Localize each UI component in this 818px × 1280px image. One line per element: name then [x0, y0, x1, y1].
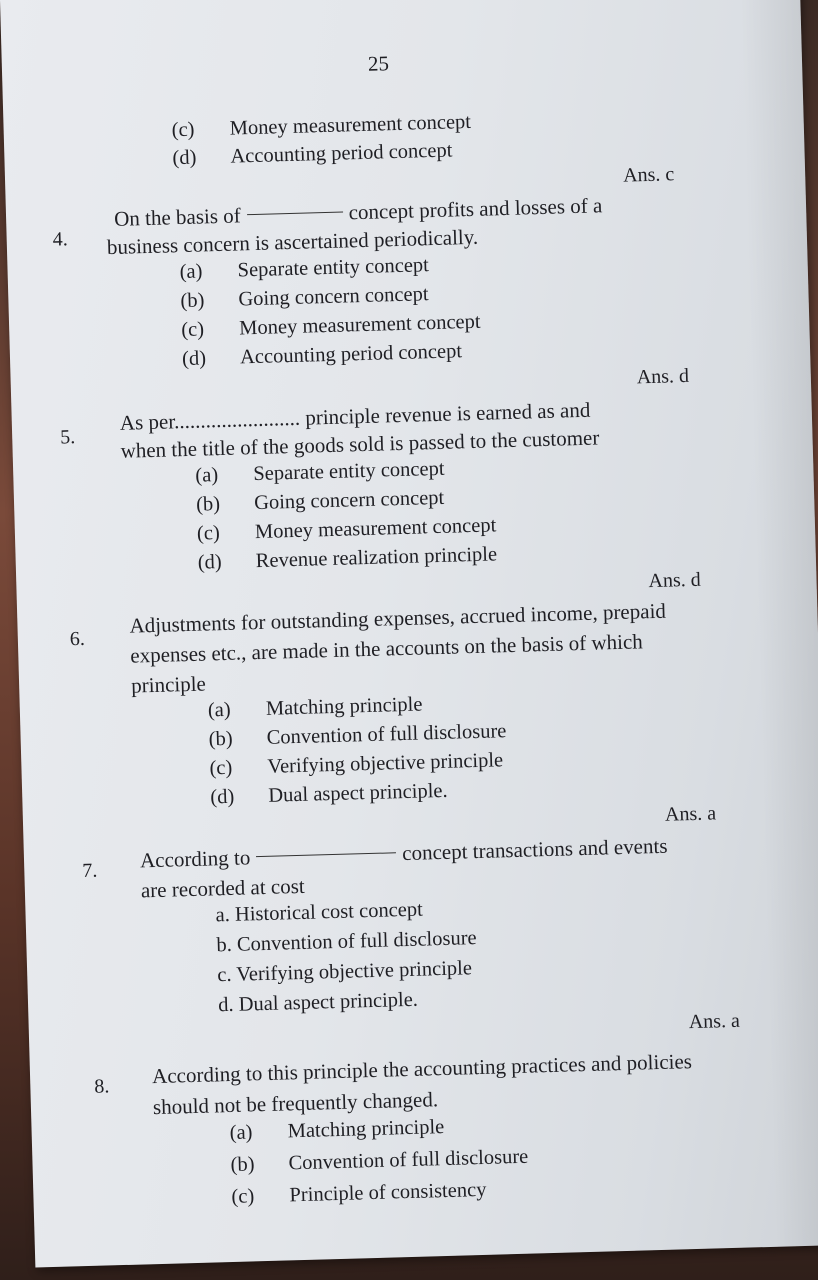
option: [181, 311, 481, 342]
option-label: d.: [217, 993, 234, 1017]
option-label: a.: [215, 903, 231, 927]
option-text: Money measurement concept: [238, 310, 481, 340]
question-text-line: As per........................ principle revenue is earned as and: [119, 397, 591, 435]
option: [218, 989, 418, 1018]
option-text: Matching principle: [265, 693, 423, 720]
question-number: 6.: [69, 627, 86, 651]
answer-key: Ans. a: [664, 802, 717, 826]
option-label: (a): [179, 260, 203, 284]
question-text-line: should not be frequently changed.: [152, 1087, 439, 1120]
option-text: Going concern concept: [238, 283, 429, 311]
question-text-part: On the basis of: [113, 203, 242, 231]
fill-in-blank: [256, 852, 396, 857]
option-text: Revenue realization principle: [255, 543, 498, 573]
option: [196, 487, 445, 517]
option-label: (c): [209, 756, 233, 780]
fill-in-blank: [247, 212, 343, 216]
question-text: [140, 832, 668, 875]
option-label: (a): [195, 464, 219, 487]
option: [197, 514, 497, 545]
option-text: Verifying objective principle: [236, 957, 473, 986]
question-text-part: According to: [139, 845, 251, 873]
option: [195, 458, 445, 488]
option-label: b.: [216, 933, 233, 957]
option: [171, 111, 471, 142]
answer-key: Ans. a: [688, 1009, 741, 1034]
option-label: (c): [196, 522, 221, 545]
option: [210, 780, 448, 810]
option-label: (b): [208, 727, 233, 751]
question-text-line: Adjustments for outstanding expenses, accrued income, prepaid: [129, 598, 667, 638]
question-number: 4.: [52, 228, 69, 251]
option-text: Money measurement concept: [254, 514, 497, 544]
option-label: (c): [171, 118, 195, 142]
question-text-line: expenses etc., are made in the accounts on the basis of which: [130, 629, 644, 668]
option: [208, 720, 506, 751]
answer-key: Ans. d: [636, 364, 690, 389]
option-text: Historical cost concept: [234, 898, 424, 926]
option-label: (d): [172, 146, 197, 170]
option: [197, 543, 497, 574]
option: [230, 1146, 528, 1177]
option-text: Principle of consistency: [289, 1178, 487, 1207]
question-text-part: concept profits and losses of a: [348, 193, 603, 225]
question-text-line: are recorded at cost: [140, 873, 306, 903]
option: [182, 340, 463, 371]
option-text: Money measurement concept: [229, 110, 472, 140]
option-text: Convention of full disclosure: [236, 927, 477, 956]
page-number: 25: [367, 51, 390, 76]
question-number: 5.: [59, 426, 76, 449]
option-label: (d): [181, 347, 207, 371]
option: [215, 899, 423, 928]
question-text-line: According to this principle the accounting practices and policies: [151, 1049, 693, 1089]
option: [229, 1116, 444, 1145]
question-text-part: concept transactions and events: [401, 833, 668, 866]
option: [180, 283, 429, 313]
option: [217, 957, 472, 987]
option-text: Matching principle: [287, 1116, 445, 1143]
answer-key: Ans. c: [622, 163, 675, 187]
option-label: (d): [197, 551, 222, 574]
option-label: (c): [231, 1185, 255, 1208]
answer-key: Ans. d: [648, 568, 701, 593]
question-text-line: principle: [130, 671, 207, 698]
question-text-line: when the title of the goods sold is passed to the customer: [120, 425, 600, 463]
option-label: (b): [230, 1153, 255, 1177]
option-text: Dual aspect principle.: [238, 988, 419, 1016]
option: [231, 1179, 487, 1209]
question-number: 8.: [94, 1075, 110, 1098]
option: [209, 749, 503, 780]
option: [172, 139, 453, 170]
option-label: (b): [180, 289, 205, 313]
option-text: Going concern concept: [253, 486, 445, 515]
option-label: (d): [210, 785, 235, 809]
option-label: c.: [217, 963, 232, 987]
option-text: Separate entity concept: [237, 254, 430, 282]
option-text: Dual aspect principle.: [268, 779, 448, 807]
question-number: 7.: [82, 859, 98, 883]
option-label: (a): [207, 698, 231, 722]
option-label: (a): [229, 1121, 253, 1145]
option: [208, 693, 423, 722]
question-text-line: business concern is ascertained periodically.: [106, 224, 479, 260]
option-label: (b): [195, 493, 221, 516]
option: [216, 927, 477, 957]
option-text: Convention of full disclosure: [266, 720, 507, 749]
option-label: (c): [180, 318, 205, 342]
option-text: Convention of full disclosure: [288, 1145, 529, 1175]
option-text: Verifying objective principle: [267, 749, 504, 778]
option-text: Accounting period concept: [239, 340, 463, 369]
option-text: Accounting period concept: [230, 139, 453, 168]
option-text: Separate entity concept: [253, 457, 445, 486]
option: [179, 254, 429, 284]
